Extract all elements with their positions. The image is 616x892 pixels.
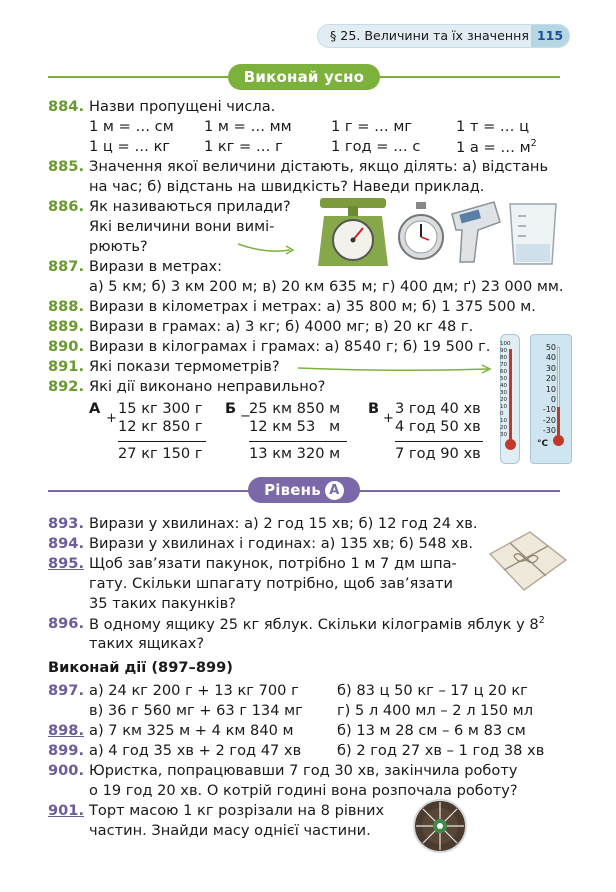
task-885-line2: на час; б) відстань на швидкість? Наведи приклад. [89,178,485,195]
task-900-line1: Юристка, попрацювавши 7 год 30 хв, закінчила роботу [89,762,518,779]
thermometer-right-tick-label: 0 [550,395,556,405]
thermometer-left-tick-label: 10 [500,418,507,424]
actions-heading: Виконай дії (897–899) [48,659,233,676]
calc-b-top: 25 км 850 м [249,400,341,417]
task-886-line2: Які величини вони вимі- [89,218,275,235]
task-885-number: 885. [48,158,85,175]
thermometer-right-tick-label: 10 [545,384,556,394]
task-886-line1: Як називаються прилади? [89,198,291,215]
task-889-text: Вирази в грамах: а) 3 кг; б) 4000 мг; в) 20 кг 48 г. [89,318,474,335]
calc-a-result: 27 кг 150 г [118,445,203,462]
thermometer-left-tick-label: 50 [500,376,507,382]
calc-v-operator: + [383,411,394,426]
calc-a-bottom: 12 кг 850 г [118,418,203,435]
task-895-line3: 35 таких пакунків? [89,595,236,612]
task-895-number: 895. [48,555,85,572]
task-897-g: г) 5 л 400 мл – 2 л 150 мл [337,702,534,719]
task-894-number: 894. [48,535,85,552]
thermometer-right-tick-label: 20 [545,374,556,384]
task-897-b: б) 83 ц 50 кг – 17 ц 20 кг [337,682,528,699]
task-894-text: Вирази у хвилинах і годинах: а) 135 хв; б) 548 хв. [89,535,473,552]
task-884-r1c3: 1 г = … мг [331,118,413,135]
task-884-r1c2: 1 м = … мм [204,118,292,135]
calc-v-top: 3 год 40 хв [395,400,481,417]
task-886-number: 886. [48,198,85,215]
measuring-beaker-icon [506,200,562,268]
task-890-text: Вирази в кілограмах і грамах: а) 8540 г; б) 19 500 г. [89,338,491,355]
task-889-number: 889. [48,318,85,335]
thermometer-right-tick-label: -30 [542,426,556,436]
calc-b-label: Б [225,400,237,417]
task-884-text: Назви пропущені числа. [89,98,276,115]
task-898-a: а) 7 км 325 м + 4 км 840 м [89,722,294,739]
task-892-text: Які дії виконано неправильно? [89,378,326,395]
task-886-line3: рюють? [89,238,148,255]
thermometer-left-tick-label: 0 [500,411,504,417]
calc-b [249,400,347,463]
thermometer-left-tick-label: 80 [500,355,507,361]
task-891-number: 891. [48,358,85,375]
task-897-number: 897. [48,682,85,699]
task-888-text: Вирази в кілометрах і метрах: а) 35 800 м; б) 1 375 500 м. [89,298,536,315]
calc-v-label: В [368,400,380,417]
task-899-number: 899. [48,742,85,759]
task-885-line1: Значення якої величини дістають, якщо ділять: а) відстань [89,158,549,175]
task-884-number: 884. [48,98,85,115]
thermometer-left-tick-label: 30 [500,390,507,396]
calc-a-top: 15 кг 300 г [118,400,203,417]
arrow-891-icon [296,360,496,378]
cake-icon [412,798,468,854]
task-884-r2c2: 1 кг = … г [204,138,283,155]
thermometer-left-tick-label: 40 [500,383,507,389]
task-899-a: а) 4 год 35 хв + 2 год 47 хв [89,742,302,759]
task-884-r2c4: 1 а = … $м^2$ [456,138,537,156]
task-901-line2: частин. Знайди масу однієї частини. [89,822,371,839]
calc-v-bottom: 4 год 50 хв [395,418,481,435]
section-title: § 25. Величини та їх значення [330,28,529,43]
task-898-number: 898. [48,722,85,739]
calc-v-rule [395,441,483,442]
task-892-number: 892. [48,378,85,395]
thermometer-left-tick-label: 20 [500,397,507,403]
thermometer-left-tick-label: 20 [500,425,507,431]
page-number: 115 [531,25,569,47]
calc-a-rule [118,441,206,442]
thermometer-right-icon [530,334,572,464]
running-head [317,24,570,48]
thermometer-unit: °C [537,439,549,449]
thermometer-left-tick-label: 10 [500,404,507,410]
thermometer-right-tick-label: 40 [545,353,556,363]
task-901-line1: Торт масою 1 кг розрізали на 8 рівних [89,802,385,819]
thermometer-left-tick-label: 90 [500,348,507,354]
calc-b-operator: − [240,409,251,424]
calc-a [118,400,206,463]
thermometer-left-tick-label: 70 [500,362,507,368]
task-884-r1c1: 1 м = … см [89,118,174,135]
task-896-line2: таких ящиках? [89,635,205,652]
task-900-line2: о 19 год 20 хв. О котрій годині вона розпочала роботу? [89,782,518,799]
task-887-line1: Вирази в метрах: [89,258,223,275]
calc-b-result: 13 км 320 м [249,445,341,462]
task-884-r2c3: 1 год = … с [331,138,421,155]
stopwatch-icon [396,202,446,264]
task-887-line2: а) 5 км; б) 3 км 200 м; в) 20 км 635 м; г) 400 дм; ґ) 23 000 мм. [89,278,564,295]
thermometer-left-tick-label: 100 [500,341,511,347]
parcel-icon [484,526,570,596]
thermometer-left-icon [500,334,520,464]
task-884-r1c4: 1 т = … ц [456,118,530,135]
task-893-number: 893. [48,515,85,532]
task-884-r2c1: 1 ц = … кг [89,138,171,155]
arrow-886-icon [236,236,298,258]
thermometer-right-tick-label: -20 [542,415,556,425]
task-895-line2: гату. Скільки шпагату потрібно, щоб зав’язати [89,575,453,592]
calc-a-label: А [89,400,101,417]
task-900-number: 900. [48,762,85,779]
calc-b-bottom: 12 км 53 м [249,418,341,435]
calc-a-operator: + [106,411,117,426]
task-896-line1: В одному ящику 25 кг яблук. Скільки кілограмів яблук у $8^2$ [89,615,545,633]
oral-section-badge: Виконай усно [228,64,380,90]
infrared-thermometer-icon [448,200,504,266]
task-897-v: в) 36 г 560 мг + 63 г 134 мг [89,702,303,719]
calc-v-result: 7 год 90 хв [395,445,481,462]
task-888-number: 888. [48,298,85,315]
task-895-line1: Щоб зав’язати пакунок, потрібно 1 м 7 дм шпа- [89,555,457,572]
task-897-a: а) 24 кг 200 г + 13 кг 700 г [89,682,299,699]
task-901-number: 901. [48,802,85,819]
task-898-b: б) 13 м 28 см – 6 м 83 см [337,722,526,739]
task-887-number: 887. [48,258,85,275]
calc-b-rule [249,441,347,442]
calc-v [395,400,483,463]
thermometer-right-tick-label: 30 [545,363,556,373]
task-899-b: б) 2 год 27 хв – 1 год 38 хв [337,742,545,759]
thermometer-right-tick-label: -10 [542,405,556,415]
task-891-text: Які покази термометрів? [89,358,280,375]
thermometer-left-tick-label: 30 [500,432,507,438]
task-890-number: 890. [48,338,85,355]
task-896-number: 896. [48,615,85,632]
thermometer-right-tick-label: 50 [545,343,556,352]
level-a-badge: Рівень A [248,477,360,503]
thermometer-left-tick-label: 60 [500,369,507,375]
task-893-text: Вирази у хвилинах: а) 2 год 15 хв; б) 12 год 24 хв. [89,515,478,532]
